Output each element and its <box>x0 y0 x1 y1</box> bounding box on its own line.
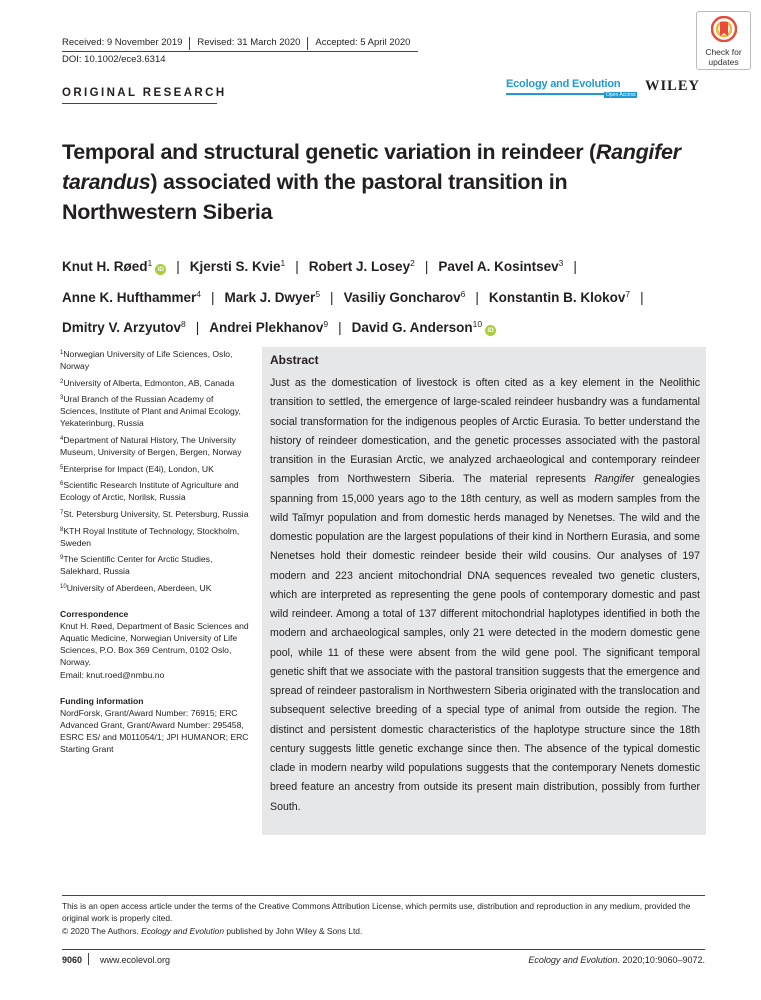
affiliation: $^2$University of Alberta, Edmonton, AB, Canada <box>60 377 235 388</box>
article-type: ORIGINAL RESEARCH <box>62 87 227 99</box>
article-dates <box>62 37 410 50</box>
accepted-date: Accepted: 5 April 2020 <box>315 37 411 48</box>
funding-text: NordForsk, Grant/Award Number: 76915; ERC Advanced Grant, Grant/Award Number: 295458, ESRC ES/ and M011054/1; JPI HUMANOR; ERC Starting Grant <box>60 707 249 755</box>
author[interactable]: Mark J. Dwyer$^5$ <box>224 288 321 305</box>
affiliation: $^4$Department of Natural History, The University Museum, University of Bergen, Bergen, Norway <box>60 435 242 458</box>
correspondence-heading: Correspondence <box>60 609 129 620</box>
orcid-icon[interactable]: iD <box>155 264 166 275</box>
author[interactable]: Andrei Plekhanov$^9$ <box>209 319 329 335</box>
abstract-heading: Abstract <box>270 353 319 367</box>
affiliation: $^3$Ural Branch of the Russian Academy of Sciences, Institute of Plant and Animal Ecology, Yekaterinburg, Russia <box>60 394 241 429</box>
affiliation: $^7$St. Petersburg University, St. Petersburg, Russia <box>60 509 249 520</box>
citation: Ecology and Evolution. 2020;10:9060–9072. <box>528 955 705 965</box>
abstract-text: Just as the domestication of livestock is often cited as a key element in the Neolithic transition to settled, the emergence of large-scaled reindeer husbandry was a fundamental social transformation for the indigenous peoples of Arctic Eurasia. To better understand the history of reindeer domestication, and the genetic processes associated with the pastoral transition in the Eurasian Arctic, we analyzed archaeological and contemporary reindeer samples from Northwestern Siberia. The material represents Rangifer genealogies spanning from 15,000 years ago to the 18th century, as well as modern samples from the wild Taĭmyr population and from domestic herds managed by Nenetses. The wild and the domestic population are the largest populations of their kind in Northern Eurasia, and some Nenetses hold their domestic reindeer beside their wild cousins. Our analyses of 197 modern and 223 ancient mitochondrial DNA sequences revealed two genetic clusters, which are interpreted as representing the gene pools of contemporary domestic and past wild reindeer. Among a total of 137 different mitochondrial haplotypes identified in both the modern and archaeological samples, only 21 were detected in the modern domestic gene pool, while 11 of these were absent from the wild gene pool. The significant temporal genetic shift that we associate with the pastoral transition suggests that the emergence and spread of reindeer pastoralism in Northwestern Siberia originated with the translocation and subsequent selective breeding of a special type of animal from outside the region. The distinct and persistent domestic characteristics of the haplotype structure since the 18th century suggests little genetic exchange since then. The absence of the typical domestic clade in modern nearby wild populations suggests that the contemporary Nenets domestic breed feature an ancestry from outside its present main distribution, possibly from further South. <box>270 377 700 813</box>
author[interactable]: Robert J. Losey$^2$ <box>308 258 415 274</box>
author[interactable]: Kjersti S. Kvie$^1$ <box>189 258 286 274</box>
correspondence <box>60 608 250 681</box>
doi[interactable]: DOI: 10.1002/ece3.6314 <box>62 54 166 65</box>
author[interactable]: Knut H. Røed$^1$iD <box>62 259 166 274</box>
publisher-logo[interactable]: WILEY <box>645 78 700 94</box>
date-separator <box>307 37 308 50</box>
bookmark-icon <box>711 16 737 42</box>
author[interactable]: Anne K. Hufthammer$^4$ <box>62 288 201 305</box>
author[interactable]: Pavel A. Kosintsev$^3$ <box>438 258 564 274</box>
received-date: Received: 9 November 2019 <box>62 37 183 48</box>
correspondence-email[interactable]: Email: knut.roed@nmbu.no <box>60 669 165 680</box>
badge-label: Check for updates <box>705 47 742 67</box>
header-divider <box>62 51 418 52</box>
affiliation: $^8$KTH Royal Institute of Technology, Stockholm, Sweden <box>60 525 240 548</box>
journal-logo[interactable]: Ecology and Evolution <box>506 78 621 90</box>
affiliation: $^{10}$University of Aberdeen, Aberdeen, UK <box>60 583 212 593</box>
revised-date: Revised: 31 March 2020 <box>197 37 301 48</box>
journal-website-link[interactable]: www.ecolevol.org <box>100 955 171 965</box>
article-title: Temporal and structural genetic variation in reindeer (Rangifer tarandus) associated with the pastoral transition in Northwestern Siberia <box>62 140 681 224</box>
section-underline <box>62 103 217 104</box>
footer-separator <box>88 953 89 965</box>
check-for-updates-badge[interactable] <box>696 11 751 70</box>
date-separator <box>189 37 190 50</box>
affiliation: $^9$The Scientific Center for Arctic Studies, Salekhard, Russia <box>60 554 213 577</box>
funding-heading: Funding information <box>60 695 144 706</box>
license-note <box>62 900 712 937</box>
license-text: This is an open access article under the terms of the Creative Commons Attribution License, which permits use, distribution and reproduction in any medium, provided the original work is properly cited. <box>62 901 691 924</box>
author[interactable]: Konstantin B. Klokov$^7$ <box>488 288 631 305</box>
author-list: Knut H. Røed$^1$iD | Kjersti S. Kvie$^1$ | Robert J. Losey$^2$ | Pavel A. Kosintsev$^3$ | Anne K. Hufthammer$^4$ | Mark J. Dwyer$^5$ | Vasiliy Goncharov$^6$ | Konstantin B. Klokov$^7$ | Dmitry V. Arzyutov$^8$ | Andrei Plekhanov$^9$ | David G. Anderson$^{10}$iD <box>62 258 644 335</box>
open-access-tag: Open Access <box>606 92 636 98</box>
author[interactable]: Dmitry V. Arzyutov$^8$ <box>62 319 186 335</box>
orcid-icon[interactable]: iD <box>485 325 496 336</box>
correspondence-text: Knut H. Røed, Department of Basic Sciences and Aquatic Medicine, Norwegian University of Life Sciences, P.O. Box 369 Centrum, 0102 Oslo, Norway. <box>60 621 249 668</box>
affiliation: $^1$Norwegian University of Life Sciences, Oslo, Norway <box>60 349 233 372</box>
affiliation: $^6$Scientific Research Institute of Agriculture and Ecology of Arctic, Norilsk, Russia <box>60 480 239 503</box>
author[interactable]: David G. Anderson$^{10}$iD <box>352 320 497 335</box>
copyright: © 2020 The Authors. Ecology and Evolution published by John Wiley & Sons Ltd. <box>62 925 363 936</box>
footer-divider <box>62 949 705 950</box>
affiliation: $^5$Enterprise for Impact (E4i), London, UK <box>60 463 214 474</box>
affiliations-sidebar <box>60 347 250 759</box>
author[interactable]: Vasiliy Goncharov$^6$ <box>343 288 466 305</box>
funding <box>60 695 250 755</box>
page-number: 9060 <box>62 955 83 965</box>
footnote-divider <box>62 895 705 896</box>
